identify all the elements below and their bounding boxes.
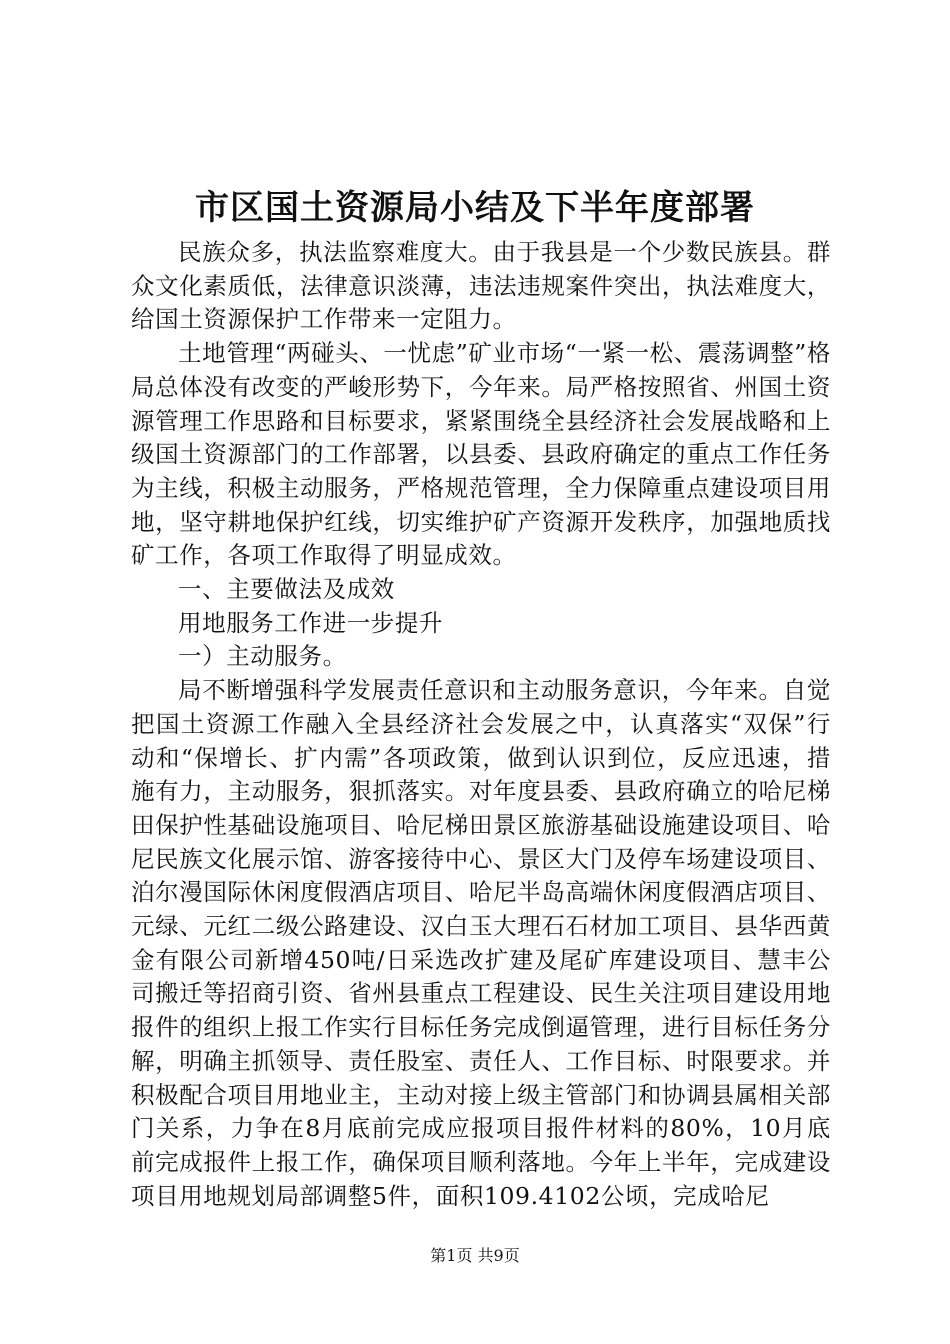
subsection-heading: 一）主动服务。 [178, 642, 347, 671]
paragraph: 土地管理“两碰头、一忧虑”矿业市场“一紧一松、震荡调整”格局总体没有改变的严峻形势下，今年来。局严格按照省、州国土资源管理工作思路和目标要求，紧紧围绕全县经济社会发展战略和上级国土资源部门的工作部署，以县委、县政府确定的重点工作任务为主线，积极主动服务，严格规范管理，全力保障重点建设项目用地，坚守耕地保护红线，切实维护矿产资源开发秩序，加强地质找矿工作，各项工作取得了明显成效。 [131, 339, 831, 570]
paragraph: 局不断增强科学发展责任意识和主动服务意识，今年来。自觉把国土资源工作融入全县经济社会发展之中，认真落实“双保”行动和“保增长、扩内需”各项政策，做到认识到位，反应迅速，措施有力，主动服务，狠抓落实。对年度县委、县政府确立的哈尼梯田保护性基础设施项目、哈尼梯田景区旅游基础设施建设项目、哈尼民族文化展示馆、游客接待中心、景区大门及停车场建设项目、泊尔漫国际休闲度假酒店项目、哈尼半岛高端休闲度假酒店项目、元绿、元红二级公路建设、汉白玉大理石石材加工项目、县华西黄金有限公司新增450吨/日采选改扩建及尾矿库建设项目、慧丰公司搬迁等招商引资、省州县重点工程建设、民生关注项目建设用地报件的组织上报工作实行目标任务完成倒逼管理，进行目标任务分解，明确主抓领导、责任股室、责任人、工作目标、时限要求。并积极配合项目用地业主，主动对接上级主管部门和协调县属相关部门关系，力争在8月底前完成应报项目报件材料的80%，10月底前完成报件上报工作，确保项目顺利落地。今年上半年，完成建设项目用地规划局部调整5件，面积109.4102公顷，完成哈尼 [131, 676, 831, 1210]
page-footer: 第1页 共9页 [430, 1246, 520, 1265]
section-heading: 一、主要做法及成效 [178, 575, 395, 604]
document-title: 市区国土资源局小结及下半年度部署 [195, 188, 755, 228]
paragraph: 民族众多，执法监察难度大。由于我县是一个少数民族县。群众文化素质低，法律意识淡薄，违法违规案件突出，执法难度大，给国土资源保护工作带来一定阻力。 [131, 238, 831, 334]
document-body [131, 236, 831, 1213]
subsection-heading: 用地服务工作进一步提升 [178, 608, 444, 637]
